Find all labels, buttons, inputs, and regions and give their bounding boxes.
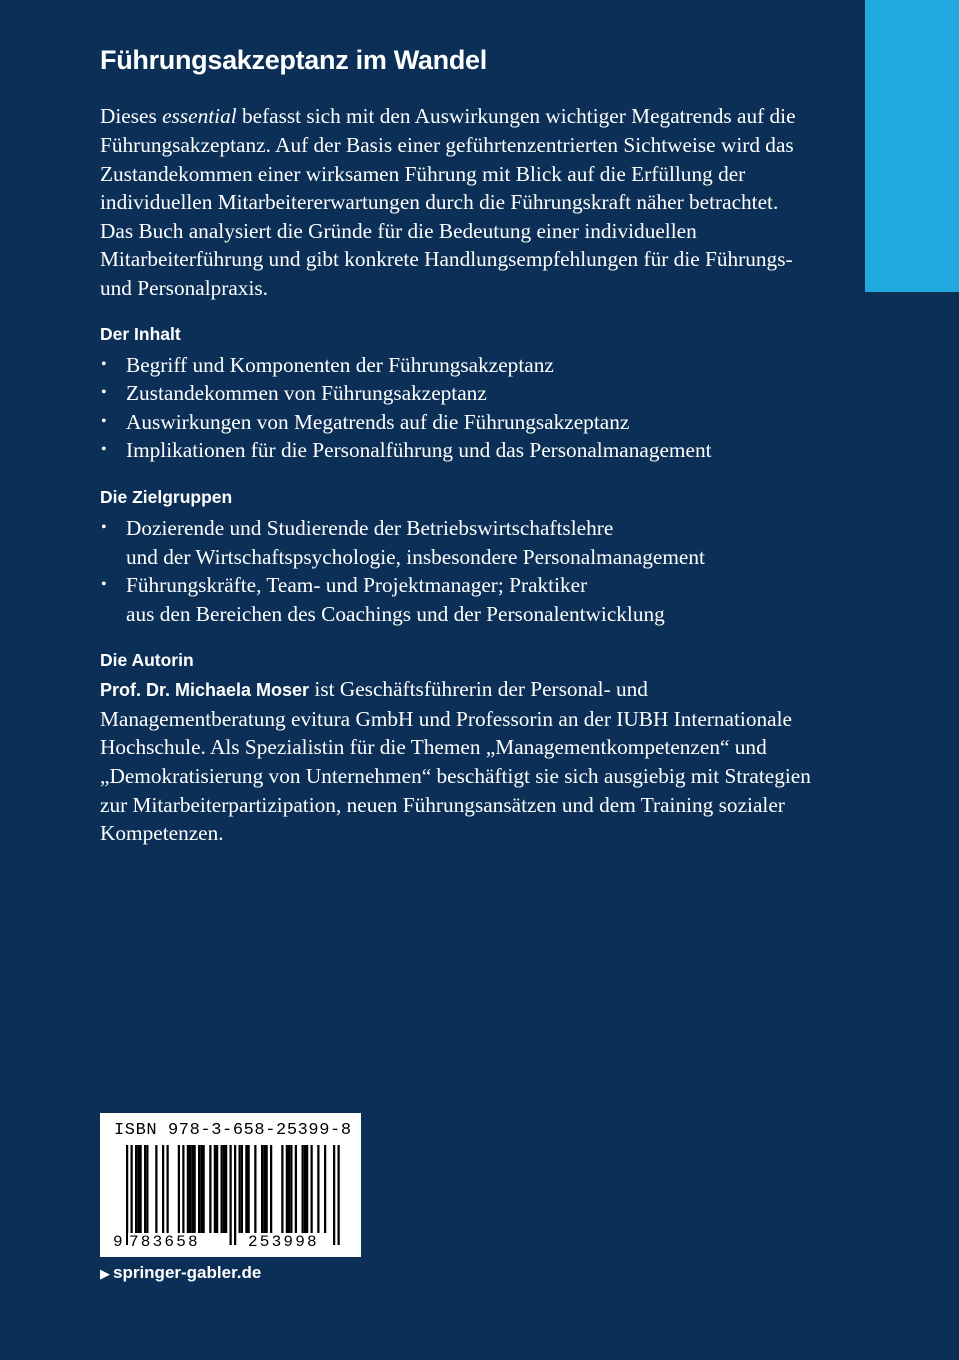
barcode-guard-bar [126, 1145, 128, 1245]
list-item-line: aus den Bereichen des Coachings und der Personalentwicklung [126, 601, 665, 626]
barcode-bar [306, 1145, 308, 1233]
barcode-bar [187, 1145, 189, 1233]
barcode-bar [304, 1145, 306, 1233]
bullet-icon: • [101, 384, 107, 402]
barcode-bar [137, 1145, 139, 1233]
list-item-line: Führungskräfte, Team- und Projektmanager; Praktiker [126, 573, 588, 598]
list-item-text: Implikationen für die Personalführung und das Personalmanagement [126, 438, 712, 463]
barcode-bar [239, 1145, 241, 1233]
author-bio-text: ist Geschäftsführerin der Personal- und Managementberatung evitura GmbH und Professorin an der IUBH Internationale Hochschule. Als Spezialistin für die Themen „Managementkompetenzen“ und „Demokratisierung von Unternehmen“ beschäftigt sie sich ausgiebig mit Strategien zur Mitarbeiterpartizipation, neuen Führungsansätzen und dem Training sozialer Kompetenzen. [100, 677, 811, 846]
barcode-bar [146, 1145, 148, 1233]
author-name: Prof. Dr. Michaela Moser [100, 680, 310, 701]
description-prefix: Dieses [100, 104, 163, 129]
barcode-bar [144, 1145, 146, 1233]
back-cover-content [100, 44, 815, 848]
barcode-bar [302, 1145, 304, 1233]
book-title: Führungsakzeptanz im Wandel [100, 45, 487, 75]
barcode-bar [225, 1145, 227, 1233]
ean-left-digits: 783658 [129, 1233, 200, 1251]
barcode-bar [245, 1145, 247, 1233]
bullet-icon: • [101, 576, 107, 594]
content-list [100, 351, 815, 465]
barcode-bar [162, 1145, 164, 1233]
barcode-bar [155, 1145, 157, 1233]
audience-list [100, 514, 815, 628]
barcode-bar [198, 1145, 200, 1233]
barcode-bar [261, 1145, 263, 1233]
website-link[interactable] [100, 1263, 261, 1283]
barcode-bar [209, 1145, 211, 1233]
barcode-bar [216, 1145, 218, 1233]
barcode-bar [281, 1145, 283, 1233]
barcode-bar [182, 1145, 184, 1233]
ean-right-digits: 253998 [248, 1233, 319, 1251]
list-item [100, 351, 815, 380]
barcode-bar [288, 1145, 290, 1233]
bullet-icon: • [101, 441, 107, 459]
barcode-bar [203, 1145, 205, 1233]
description-emphasis: essential [162, 104, 237, 129]
list-item [100, 514, 815, 571]
description-text: befasst sich mit den Auswirkungen wichtiger Megatrends auf die Führungsakzeptanz. Auf der Basis einer geführtenzentrierten Sichtweise wird das Zustandekommen einer wirksamen Führung mit Blick auf die Erfüllung der individuellen Mitarbeitererwartungen durch die Führungskraft näher betrachtet. Das Buch analysiert die Gründe für die Bedeutung einer individuellen Mitarbeiterführung und gibt konkrete Handlungsempfehlungen für die Führungs- und Personalpraxis. [100, 104, 796, 300]
barcode-bar [311, 1145, 313, 1233]
author-heading: Die Autorin [100, 650, 194, 671]
barcode-bar [270, 1145, 272, 1233]
barcode-bar [241, 1145, 243, 1233]
list-item-text: Zustandekommen von Führungsakzeptanz [126, 381, 487, 406]
audience-heading: Die Zielgruppen [100, 486, 233, 507]
list-item-line: und der Wirtschaftspsychologie, insbesondere Personalmanagement [126, 544, 705, 569]
barcode-bar [200, 1145, 202, 1233]
barcode-guard-bar [230, 1145, 232, 1245]
website-url: springer-gabler.de [113, 1263, 262, 1282]
barcode-bar [214, 1145, 216, 1233]
barcode-bar [178, 1145, 180, 1233]
list-item [100, 408, 815, 437]
barcode-bar [223, 1145, 225, 1233]
list-item [100, 379, 815, 408]
barcode-bar [248, 1145, 250, 1233]
list-item-text: Begriff und Komponenten der Führungsakzeptanz [126, 352, 554, 377]
barcode-bar [254, 1145, 256, 1233]
content-heading: Der Inhalt [100, 323, 181, 344]
list-item-line: Dozierende und Studierende der Betriebswirtschaftslehre [126, 515, 614, 540]
barcode-bar [191, 1145, 193, 1233]
list-item [100, 436, 815, 465]
barcode-guard-bar [338, 1145, 340, 1245]
barcode-bar [317, 1145, 319, 1233]
accent-bar [865, 0, 959, 292]
list-item-text: Auswirkungen von Megatrends auf die Führungsakzeptanz [126, 409, 630, 434]
book-description [100, 102, 815, 302]
barcode-guard-bar [333, 1145, 335, 1245]
triangle-right-icon: ▶ [100, 1266, 110, 1281]
barcode-bar [167, 1145, 169, 1233]
barcode-bar [266, 1145, 268, 1233]
author-bio [100, 675, 815, 848]
isbn-barcode [100, 1113, 361, 1257]
barcode-bar [135, 1145, 137, 1233]
barcode-bar [221, 1145, 223, 1233]
barcode-bar [290, 1145, 292, 1233]
barcode-guard-bar [234, 1145, 236, 1245]
barcode-bar [324, 1145, 326, 1233]
barcode-bar [140, 1145, 142, 1233]
bullet-icon: • [101, 518, 107, 536]
bullet-icon: • [101, 412, 107, 430]
barcode-bar [189, 1145, 191, 1233]
ean-first-digit: 9 [113, 1233, 123, 1251]
ean-digits [100, 1233, 361, 1253]
bullet-icon: • [101, 355, 107, 373]
list-item [100, 571, 815, 628]
barcode-guard-bar [131, 1145, 133, 1245]
barcode-bar [263, 1145, 265, 1233]
isbn-label: ISBN 978-3-658-25399-8 [114, 1121, 352, 1140]
barcode-bar [295, 1145, 297, 1233]
barcode-bar [286, 1145, 288, 1233]
barcode-bar [194, 1145, 196, 1233]
